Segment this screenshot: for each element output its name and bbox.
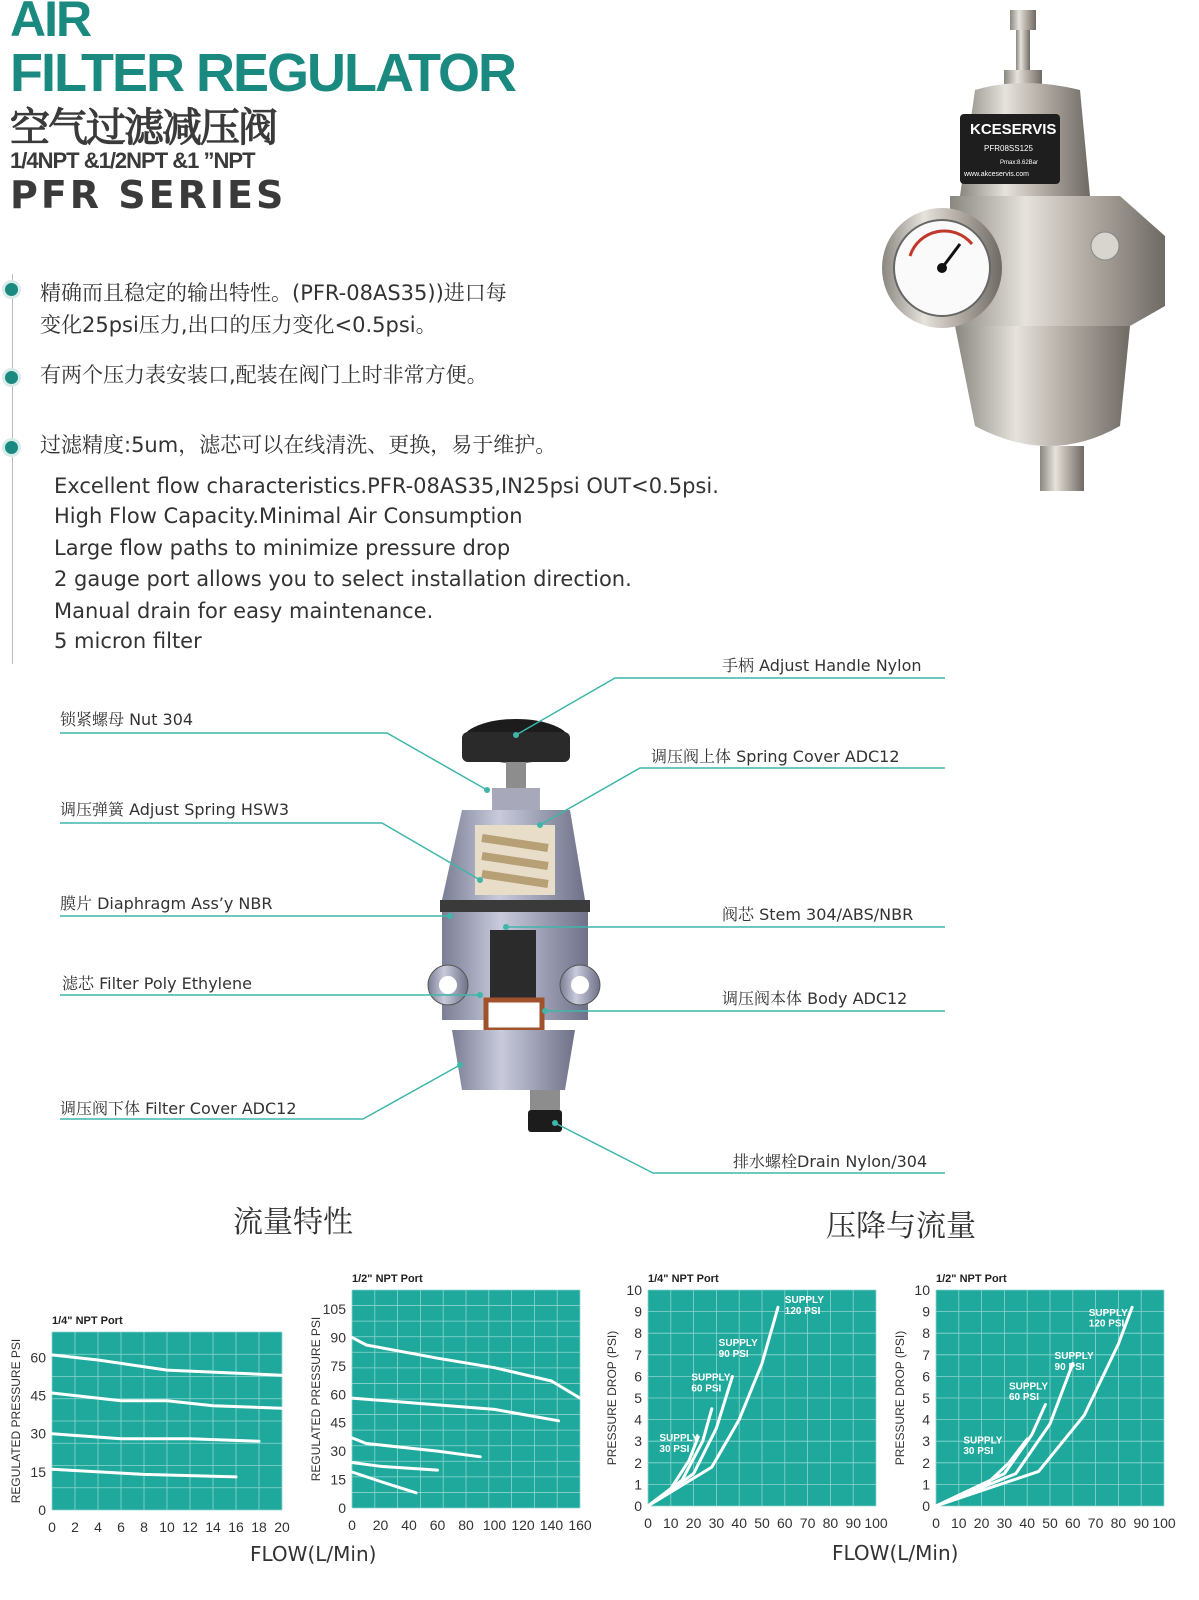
y-tick-label: 9 <box>922 1303 930 1320</box>
x-tick-label: 14 <box>205 1519 221 1535</box>
y-tick-label: 1 <box>634 1476 642 1493</box>
feature-cn-3: 有两个压力表安装口,配装在阀门上时非常方便。 <box>40 363 488 387</box>
y-tick-label: 10 <box>914 1282 930 1298</box>
site-text: www.akceservis.com <box>964 171 1029 178</box>
chart-title: 1/4" NPT Port <box>648 1273 719 1285</box>
brand-text: KCESERVIS <box>970 121 1057 138</box>
x-tick-label: 90 <box>845 1515 861 1531</box>
series-title: PFR SERIES <box>10 173 287 217</box>
label-nut: 锁紧螺母 Nut 304 <box>60 710 194 729</box>
title-line2: FILTER REGULATOR <box>10 43 515 103</box>
pmax-text: Pmax:8.62Bar <box>1000 160 1039 166</box>
y-tick-label: 4 <box>922 1411 930 1428</box>
feature-cn-1: 精确而且稳定的输出特性。(PFR-08AS35))进口每 <box>40 281 507 305</box>
x-tick-label: 70 <box>1087 1515 1104 1531</box>
y-tick-label: 30 <box>330 1443 346 1460</box>
chart-drop-half <box>888 1262 1193 1540</box>
y-tick-label: 2 <box>922 1454 930 1471</box>
x-tick-label: 16 <box>228 1519 244 1535</box>
y-tick-label: 30 <box>30 1425 46 1442</box>
x-tick-label: 120 <box>511 1517 535 1533</box>
y-tick-label: 7 <box>922 1346 930 1363</box>
series-label: SUPPLY <box>1054 1351 1094 1363</box>
section-drop-title: 压降与流量 <box>826 1209 976 1244</box>
x-tick-label: 50 <box>1042 1515 1058 1531</box>
ports-line: 1/4NPT &1/2NPT &1 ”NPT <box>10 148 255 173</box>
x-tick-label: 20 <box>372 1517 389 1533</box>
x-tick-label: 18 <box>251 1519 267 1535</box>
feature-cn-4: 过滤精度:5um，滤芯可以在线清洗、更换，易于维护。 <box>40 433 557 457</box>
x-tick-label: 100 <box>864 1515 888 1531</box>
flow-axis-label-right: FLOW(L/Min) <box>832 1541 959 1565</box>
series-label: SUPPLY <box>691 1372 731 1384</box>
x-tick-label: 0 <box>348 1517 356 1533</box>
y-tick-label: 45 <box>330 1414 346 1431</box>
x-tick-label: 0 <box>644 1515 652 1531</box>
label-spring: 调压弹簧 Adjust Spring HSW3 <box>60 800 290 819</box>
chart-flow-quarter <box>0 1300 300 1540</box>
y-tick-label: 0 <box>338 1500 346 1516</box>
x-tick-label: 60 <box>777 1515 793 1531</box>
y-tick-label: 45 <box>30 1387 46 1404</box>
y-tick-label: 60 <box>330 1386 346 1403</box>
y-tick-label: 5 <box>922 1390 930 1406</box>
y-tick-label: 10 <box>626 1282 642 1298</box>
label-drain: 排水螺栓Drain Nylon/304 <box>733 1152 928 1171</box>
x-tick-label: 60 <box>1065 1515 1081 1531</box>
x-tick-label: 40 <box>731 1515 747 1531</box>
x-tick-label: 20 <box>685 1515 702 1531</box>
x-tick-label: 10 <box>951 1515 967 1531</box>
series-label: 60 PSI <box>691 1383 722 1395</box>
y-tick-label: 2 <box>634 1454 642 1471</box>
y-tick-label: 6 <box>634 1368 642 1385</box>
y-tick-label: 0 <box>922 1498 930 1514</box>
series-label: 90 PSI <box>718 1348 749 1360</box>
chart-title: 1/2" NPT Port <box>936 1273 1007 1285</box>
y-axis-title: PRESSURE DROP (PSI) <box>893 1330 907 1466</box>
y-tick-label: 5 <box>634 1390 642 1406</box>
x-tick-label: 20 <box>274 1519 290 1535</box>
y-tick-label: 1 <box>922 1476 930 1493</box>
y-tick-label: 75 <box>330 1357 346 1374</box>
x-tick-label: 140 <box>539 1517 564 1533</box>
x-tick-label: 70 <box>799 1515 816 1531</box>
model-text: PFR08SS125 <box>984 144 1033 153</box>
y-tick-label: 3 <box>922 1433 930 1450</box>
label-handle: 手柄 Adjust Handle Nylon <box>722 656 922 675</box>
x-tick-label: 0 <box>48 1519 56 1535</box>
y-tick-label: 3 <box>634 1433 642 1450</box>
x-tick-label: 50 <box>754 1515 770 1531</box>
y-axis-title: REGULATED PRESSURE PSI <box>9 1338 23 1504</box>
y-tick-label: 4 <box>634 1411 642 1428</box>
x-tick-label: 0 <box>932 1515 940 1531</box>
y-tick-label: 9 <box>634 1303 642 1320</box>
y-tick-label: 0 <box>38 1502 46 1518</box>
series-label: 90 PSI <box>1054 1361 1085 1373</box>
y-tick-label: 60 <box>30 1349 46 1366</box>
feature-en-2: High Flow Capacity.Minimal Air Consumption <box>54 504 523 528</box>
label-diaphragm: 膜片 Diaphragm Ass’y NBR <box>60 894 273 913</box>
x-tick-label: 2 <box>71 1519 79 1535</box>
x-tick-label: 160 <box>568 1517 592 1533</box>
chart-drop-quarter <box>600 1262 890 1540</box>
y-axis-title: PRESSURE DROP (PSI) <box>605 1330 619 1466</box>
bullet-dot <box>2 368 21 387</box>
y-axis-title: REGULATED PRESSURE PSI <box>309 1316 323 1482</box>
x-tick-label: 80 <box>458 1517 474 1533</box>
chart-title: 1/2" NPT Port <box>352 1273 423 1285</box>
x-tick-label: 40 <box>401 1517 417 1533</box>
x-tick-label: 30 <box>996 1515 1013 1531</box>
chart-flow-half <box>300 1262 600 1540</box>
feature-en-3: Large flow paths to minimize pressure drop <box>54 536 511 560</box>
title-cn: 空气过滤减压阀 <box>10 105 276 151</box>
x-tick-label: 10 <box>663 1515 679 1531</box>
label-filter: 滤芯 Filter Poly Ethylene <box>62 974 252 993</box>
series-label: SUPPLY <box>1088 1307 1128 1319</box>
series-label: SUPPLY <box>718 1338 758 1350</box>
bullet-dot <box>2 280 21 299</box>
x-tick-label: 30 <box>708 1515 725 1531</box>
series-label: SUPPLY <box>659 1433 699 1445</box>
x-tick-label: 90 <box>1133 1515 1149 1531</box>
x-tick-label: 60 <box>429 1517 446 1533</box>
product-photo <box>880 6 1180 506</box>
x-tick-label: 6 <box>117 1519 125 1535</box>
bullet-dot <box>2 438 21 457</box>
label-stem: 阀芯 Stem 304/ABS/NBR <box>722 905 914 924</box>
series-label: SUPPLY <box>963 1435 1003 1447</box>
chart-title: 1/4" NPT Port <box>52 1315 123 1327</box>
flow-axis-label-left: FLOW(L/Min) <box>250 1542 377 1566</box>
x-tick-label: 10 <box>159 1519 175 1535</box>
y-tick-label: 8 <box>634 1325 642 1342</box>
series-label: 30 PSI <box>659 1444 690 1455</box>
series-label: 60 PSI <box>1008 1392 1039 1404</box>
y-tick-label: 6 <box>922 1368 930 1385</box>
feature-en-4: 2 gauge port allows you to select installation direction. <box>54 567 632 591</box>
y-tick-label: 15 <box>330 1471 346 1488</box>
feature-rule <box>12 274 13 664</box>
y-tick-label: 0 <box>634 1498 642 1514</box>
x-tick-label: 80 <box>1110 1515 1127 1531</box>
title-line1: AIR <box>10 0 91 47</box>
series-label: SUPPLY <box>1008 1381 1049 1393</box>
label-body: 调压阀本体 Body ADC12 <box>722 989 908 1008</box>
x-tick-label: 80 <box>822 1515 839 1531</box>
section-flow-title: 流量特性 <box>233 1205 353 1240</box>
series-label: SUPPLY <box>784 1294 824 1306</box>
feature-en-6: 5 micron filter <box>54 629 202 653</box>
x-tick-label: 4 <box>94 1519 102 1535</box>
x-tick-label: 8 <box>140 1519 148 1535</box>
y-tick-label: 105 <box>322 1300 346 1317</box>
y-tick-label: 15 <box>30 1463 46 1480</box>
feature-en-5: Manual drain for easy maintenance. <box>54 599 434 623</box>
feature-en-1: Excellent flow characteristics.PFR-08AS35,IN25psi OUT<0.5psi. <box>54 474 719 498</box>
series-label: 30 PSI <box>963 1446 994 1458</box>
x-tick-label: 12 <box>182 1519 198 1535</box>
x-tick-label: 100 <box>482 1517 507 1533</box>
y-tick-label: 8 <box>922 1325 930 1342</box>
feature-cn-2: 变化25psi压力,出口的压力变化<0.5psi。 <box>40 313 437 337</box>
x-tick-label: 20 <box>973 1515 990 1531</box>
y-tick-label: 90 <box>330 1329 346 1346</box>
x-tick-label: 100 <box>1152 1515 1176 1531</box>
label-filter-cover: 调压阀下体 Filter Cover ADC12 <box>60 1099 297 1118</box>
x-tick-label: 40 <box>1019 1515 1035 1531</box>
y-tick-label: 7 <box>634 1346 642 1363</box>
series-label: 120 PSI <box>1088 1318 1125 1330</box>
label-spring-cover: 调压阀上体 Spring Cover ADC12 <box>651 747 900 766</box>
series-label: 120 PSI <box>784 1305 821 1317</box>
